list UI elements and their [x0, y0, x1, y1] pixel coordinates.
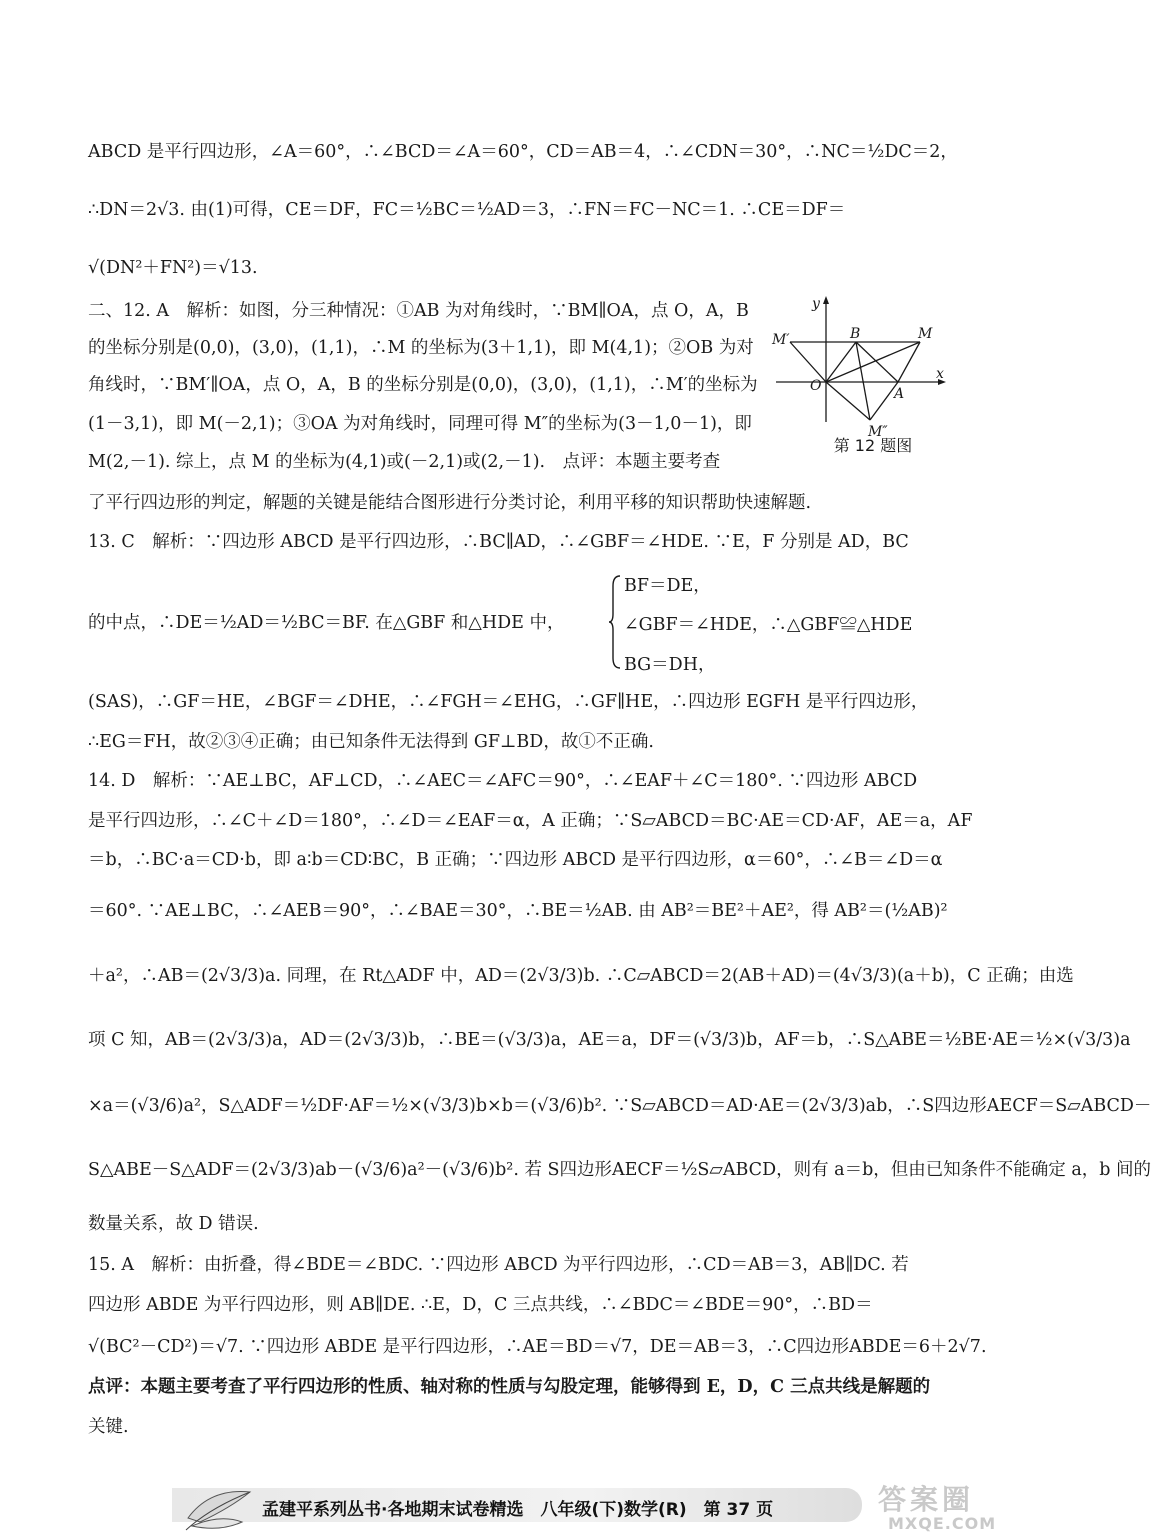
label-m-prime: M′ — [772, 332, 790, 348]
equation-line: BF＝DE， — [624, 576, 711, 596]
label-a: A — [894, 386, 905, 402]
label-y: y — [812, 296, 820, 312]
text-line: (1－3,1)，即 M(－2,1)；③OA 为对角线时，同理可得 M″的坐标为(3－1,0－1)，即 — [88, 414, 752, 434]
text-line: ＝60°. ∵AE⊥BC，∴∠AEB＝90°，∴∠BAE＝30°，∴BE＝½AB. 由 AB²＝BE²＋AE²，得 AB²＝(½AB)² — [88, 901, 948, 921]
text-line: 13. C 解析：∵四边形 ABCD 是平行四边形，∴BC∥AD，∴∠GBF＝∠HDE. ∵E，F 分别是 AD，BC — [88, 532, 909, 552]
footer-text: 孟建平系列丛书·各地期末试卷精选 八年级(下)数学(R) 第 37 页 — [262, 1500, 774, 1520]
watermark-logo-text: 答案圈 — [878, 1483, 975, 1516]
label-o: O — [810, 378, 822, 394]
text-line: 关键. — [88, 1417, 129, 1437]
text-line: S△ABE－S△ADF＝(2√3/3)ab－(√3/6)a²－(√3/6)b². 若 S四边形AECF＝½S▱ABCD，则有 a＝b，但由已知条件不能确定 a，b 间的 — [88, 1160, 1151, 1180]
text-line: ∴EG＝FH，故②③④正确；由已知条件无法得到 GF⊥BD，故①不正确. — [88, 732, 654, 752]
figure-caption: 第 12 题图 — [833, 436, 913, 455]
text-line: 二、12. A 解析：如图，分三种情况：①AB 为对角线时，∵BM∥OA，点 O，A，B — [88, 301, 749, 321]
watermark — [878, 1478, 1048, 1534]
text-line: 的坐标分别是(0,0)，(3,0)，(1,1)，∴M 的坐标为(3＋1,1)，即 M(4,1)；②OB 为对 — [88, 338, 754, 358]
text-line: 点评：本题主要考查了平行四边形的性质、轴对称的性质与勾股定理，能够得到 E，D，C 三点共线是解题的 — [88, 1377, 931, 1397]
text-line: 14. D 解析：∵AE⊥BC，AF⊥CD，∴∠AEC＝∠AFC＝90°，∴∠EAF＋∠C＝180°. ∵四边形 ABCD — [88, 771, 918, 791]
equation-line: ∠GBF＝∠HDE，∴△GBF≌△HDE — [624, 615, 913, 635]
brace-icon — [608, 574, 622, 670]
label-x: x — [936, 366, 944, 382]
text-line: ABCD 是平行四边形，∠A＝60°，∴∠BCD＝∠A＝60°，CD＝AB＝4，∴∠CDN＝30°，∴NC＝½DC＝2， — [88, 142, 958, 162]
label-m: M — [918, 326, 933, 342]
watermark-url: MXQE.COM — [888, 1514, 997, 1533]
text-line: ∴DN＝2√3. 由(1)可得，CE＝DF，FC＝½BC＝½AD＝3，∴FN＝FC－NC＝1. ∴CE＝DF＝ — [88, 200, 846, 220]
text-line: 了平行四边形的判定，解题的关键是能结合图形进行分类讨论，利用平移的知识帮助快速解题. — [88, 493, 812, 513]
text-line: 四边形 ABDE 为平行四边形，则 AB∥DE. ∴E，D，C 三点共线，∴∠BDC＝∠BDE＝90°，∴BD＝ — [88, 1295, 873, 1315]
text-line: ＝b，∴BC·a＝CD·b，即 a∶b＝CD∶BC，B 正确；∵四边形 ABCD 是平行四边形，α＝60°，∴∠B＝∠D＝α — [88, 850, 943, 870]
text-line: 15. A 解析：由折叠，得∠BDE＝∠BDC. ∵四边形 ABCD 为平行四边形，∴CD＝AB＝3，AB∥DC. 若 — [88, 1255, 909, 1275]
leaf-ornament-icon — [180, 1478, 270, 1534]
text-line: 角线时，∵BM′∥OA，点 O，A，B 的坐标分别是(0,0)，(3,0)，(1,1)，∴M′的坐标为 — [88, 375, 758, 395]
text-line: ×a＝(√3/6)a²，S△ADF＝½DF·AF＝½×(√3/3)b×b＝(√3/6)b². ∵S▱ABCD＝AD·AE＝(2√3/3)ab，∴S四边形AECF＝S▱ABCD－ — [88, 1096, 1151, 1116]
equation-line: BG＝DH， — [624, 655, 716, 675]
text-line: M(2,－1). 综上，点 M 的坐标为(4,1)或(－2,1)或(2,－1). 点评：本题主要考查 — [88, 452, 721, 472]
text-line: √(DN²＋FN²)＝√13. — [88, 258, 258, 278]
text-line: 的中点，∴DE＝½AD＝½BC＝BF. 在△GBF 和△HDE 中， — [88, 613, 565, 633]
text-line: 项 C 知，AB＝(2√3/3)a，AD＝(2√3/3)b，∴BE＝(√3/3)a，AE＝a，DF＝(√3/3)b，AF＝b，∴S△ABE＝½BE·AE＝½×(√3/3)a — [88, 1030, 1131, 1050]
text-line: 是平行四边形，∴∠C＋∠D＝180°，∴∠D＝∠EAF＝α，A 正确；∵S▱ABCD＝BC·AE＝CD·AF，AE＝a，AF — [88, 811, 973, 831]
text-line: √(BC²－CD²)＝√7. ∵四边形 ABDE 是平行四边形，∴AE＝BD＝√7，DE＝AB＝3，∴C四边形ABDE＝6＋2√7. — [88, 1337, 987, 1357]
label-m-double-prime: M″ — [868, 424, 888, 440]
text-line: 数量关系，故 D 错误. — [88, 1214, 259, 1234]
text-line: ＋a²，∴AB＝(2√3/3)a. 同理，在 Rt△ADF 中，AD＝(2√3/3)b. ∴C▱ABCD＝2(AB＋AD)＝(4√3/3)(a＋b)，C 正确；由选 — [88, 966, 1074, 986]
label-b: B — [850, 326, 861, 342]
text-line: (SAS)，∴GF＝HE，∠BGF＝∠DHE，∴∠FGH＝∠EHG，∴GF∥HE，∴四边形 EGFH 是平行四边形， — [88, 692, 929, 712]
